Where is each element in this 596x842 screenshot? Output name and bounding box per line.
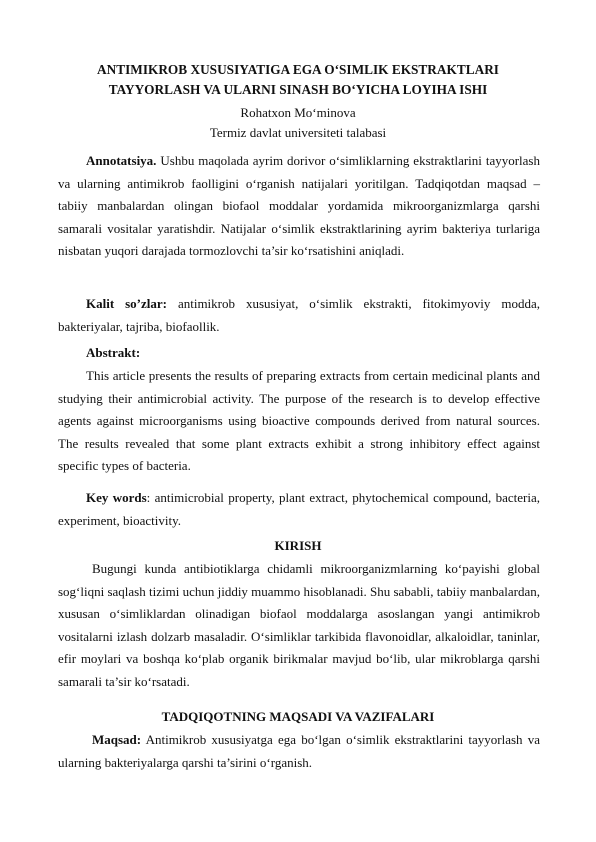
goals-heading: TADQIQOTNING MAQSADI VA VAZIFALARI	[161, 709, 435, 724]
keywords-en-label: Key words	[86, 490, 147, 505]
goals-text: Antimikrob xususiyatga ega bo‘lgan o‘simlik ekstraktlarini tayyorlash va ularning bakteriyalarga qarshi ta’sirini o‘rganish.	[58, 732, 540, 770]
goals-paragraph	[58, 729, 540, 774]
annotation-text: Ushbu maqolada ayrim dorivor o‘simliklarning ekstraktlarini tayyorlash va ularning antimikrob faolligini o‘rganish natijalari yoritilgan. Tadqiqotdan maqsad – tabiiy manbalardan olingan biofaol moddalar yordamida mikroorganizmlarga qarshi samarali vositalar yaratishdir. Natijalar o‘simlik ekstraktlarining ayrim bakteriya turlariga nisbatan yuqori darajada tormozlovchi ta’sir ko‘rsatishini aniqladi.	[58, 153, 540, 258]
paper-title	[58, 60, 538, 100]
goals-label: Maqsad:	[92, 732, 142, 747]
keywords-uz-label: Kalit so’zlar:	[86, 296, 167, 311]
abstract-paragraph	[58, 365, 540, 478]
abstract-text: This article presents the results of preparing extracts from certain medicinal plants and studying their antimicrobial activity. The purpose of the research is to develop effective agents against microorganisms using bioactive compounds derived from natural sources. The results revealed that some plant extracts exhibit a strong inhibitory effect against specific types of bacteria.	[58, 368, 540, 473]
author-name: Rohatxon Mo‘minova	[240, 105, 356, 120]
annotation-paragraph	[58, 150, 540, 263]
title-line-2: TAYYORLASH VA ULARNI SINASH BO‘YICHA LOYIHA ISHI	[108, 82, 488, 97]
keywords-en-text: : antimicrobial property, plant extract, phytochemical compound, bacteria, experiment, bioactivity.	[58, 490, 540, 528]
abstract-label: Abstrakt:	[86, 345, 141, 360]
intro-paragraph	[58, 558, 540, 693]
intro-heading: KIRISH	[274, 538, 322, 553]
abstract-label-line	[58, 342, 540, 365]
keywords-en-paragraph	[58, 487, 540, 532]
keywords-uz-text: antimikrob xususiyat, o‘simlik ekstrakti, fitokimyoviy modda, bakteriyalar, tajriba, biofaollik.	[58, 296, 540, 334]
annotation-label: Annotatsiya.	[86, 153, 157, 168]
keywords-uz-paragraph	[58, 293, 540, 338]
author-affiliation: Termiz davlat universiteti talabasi	[209, 125, 387, 140]
title-line-1: ANTIMIKROB XUSUSIYATIGA EGA O‘SIMLIK EKSTRAKTLARI	[97, 62, 499, 77]
intro-text: Bugungi kunda antibiotiklarga chidamli mikroorganizmlarning ko‘payishi global sog‘liqni saqlash tizimi uchun jiddiy muammo hisoblanadi. Shu sababli, tabiiy manbalardan, xususan o‘simliklardan olinadigan biofaol moddalarga asoslangan yangi antimikrob vositalarni izlash dolzarb masaladir. O‘simliklar tarkibida flavonoidlar, alkaloidlar, taninlar, efir moylari va boshqa ko‘plab organik birikmalar mavjud bo‘lib, ular mikroblarga qarshi samarali ta’sir ko‘rsatadi.	[58, 561, 541, 689]
